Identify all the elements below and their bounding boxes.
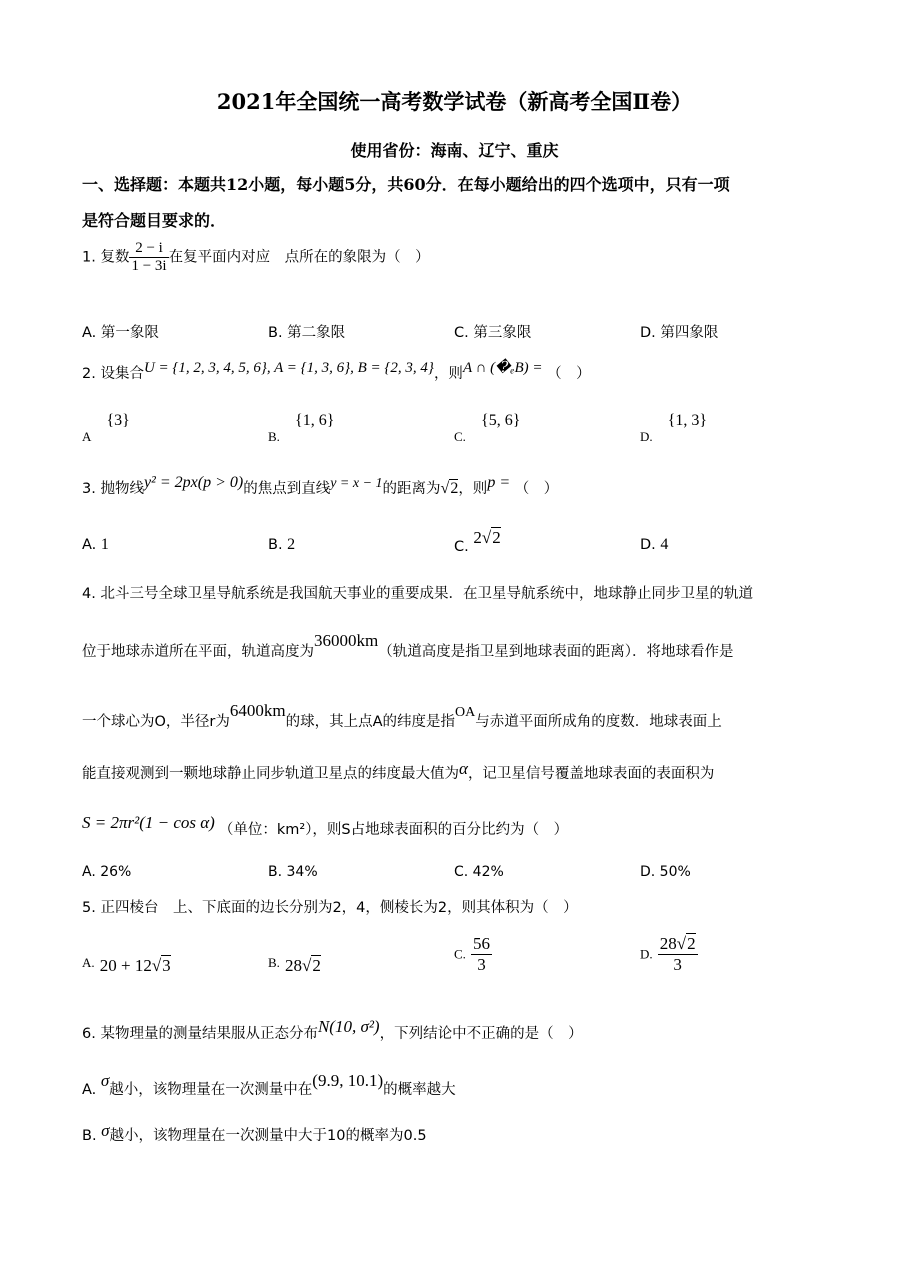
q6-option-b [82, 1121, 427, 1145]
q3-curve: y² = 2px(p > 0) [143, 474, 244, 491]
q2-option-b-label: B. [268, 429, 280, 444]
q5-option-b-coef: 28 [285, 956, 303, 975]
q1-fraction [129, 240, 168, 275]
q1-option-a: A. 第一象限 [82, 325, 159, 341]
q4-option-a: A. 26% [82, 864, 132, 880]
q1-numerator: 2 − i [129, 240, 168, 258]
q1-option-b: B. 第二象限 [268, 325, 346, 341]
q2-suffix: （ ） [547, 366, 591, 382]
q5-option-a-label: A. [82, 955, 95, 970]
q3-prefix: 3. 抛物线 [82, 481, 144, 497]
q3-suffix: （ ） [514, 481, 559, 497]
q4-line2-b: （轨道高度是指卫星到地球表面的距离）．将地球看作是 [378, 644, 734, 660]
q6-option-a-text1: 越小，该物理量在一次测量中在 [109, 1082, 313, 1098]
q4-line3-c: 与赤道平面所成角的度数．地球表面上 [475, 714, 722, 730]
q1-denominator: 1 − 3i [131, 258, 167, 274]
q3-option-b-value: 2 [287, 536, 296, 553]
q5-option-d-num: 28√2 [659, 934, 696, 953]
q6-option-a [82, 1070, 456, 1098]
section-header-line2: 是符合题目要求的． [82, 211, 227, 230]
q2-prefix: 2. 设集合 [82, 366, 144, 382]
q4-line-1: 4. 北斗三号全球卫星导航系统是我国航天事业的重要成果．在卫星导航系统中，地球静止同步卫星的轨道 [82, 586, 753, 602]
q4-line4-b: ，记卫星信号覆盖地球表面的表面积为 [467, 766, 715, 782]
q3-option-d [640, 536, 668, 554]
q2-option-d-value: {1, 3} [667, 412, 708, 429]
q2-option-c-value: {5, 6} [481, 412, 521, 429]
q2-option-d-label: D. [640, 429, 653, 444]
q4-radius: 6400km [229, 701, 286, 720]
q4-height: 36000km [314, 631, 379, 650]
q5-option-c-fraction [471, 934, 492, 975]
q2-mid: ，则 [433, 366, 463, 382]
q3-mid3: ，则 [458, 481, 488, 497]
q3-mid2: 的距离为 [382, 481, 441, 497]
q6-suffix: ，下列结论中不正确的是（ ） [379, 1026, 583, 1042]
q6-option-b-text: 越小，该物理量在一次测量中大于10的概率为0.5 [109, 1128, 427, 1144]
q5-option-b-value: 28√2 [285, 956, 321, 975]
q4-option-c: C. 42% [454, 864, 504, 880]
q4-alpha: α [459, 759, 468, 778]
q3-option-b [268, 536, 295, 554]
q4-line4-a: 能直接观测到一颗地球静止同步轨道卫星点的纬度最大值为 [82, 766, 459, 782]
section-header-line1: 一、选择题：本题共12小题，每小题5分，共60分．在每小题给出的四个选项中，只有一项 [82, 175, 730, 194]
q5-option-c-num: 56 [473, 934, 491, 953]
q3-option-c-value: 2√2 [473, 528, 501, 547]
q5-option-b-label: B. [268, 955, 280, 970]
q2-option-b-value: {1, 6} [295, 412, 335, 429]
page-subtitle: 使用省份：海南、辽宁、重庆 [350, 141, 559, 160]
page-title: 2021年全国统一高考数学试卷（新高考全国Ⅱ卷） [216, 89, 693, 114]
q3-distance: √2 [440, 480, 459, 497]
q4-line3-b: 的球，其上点A的纬度是指 [285, 714, 456, 730]
q2-option-c [454, 410, 521, 444]
q2-sets: U = {1, 2, 3, 4, 5, 6}, A = {1, 3, 6}, B = {2, 3, 4} [143, 360, 434, 376]
q2-option-c-label: C. [454, 429, 466, 444]
q3-option-d-label: D. [640, 537, 656, 553]
q2-option-b [268, 410, 335, 444]
q4-line-3 [82, 700, 722, 730]
q5-option-d-den: 3 [673, 955, 682, 974]
q6-option-a-sigma: σ [100, 1071, 110, 1090]
q2-option-a-label: A [82, 429, 92, 444]
question-1 [82, 240, 430, 275]
q5-option-d-coef: 28 [659, 934, 677, 953]
q4-option-b: B. 34% [268, 864, 318, 880]
q3-distance-radicand: 2 [450, 480, 459, 497]
q3-option-b-label: B. [268, 537, 283, 553]
q5-option-d-label: D. [640, 946, 653, 962]
q6-option-a-text2: 的概率越大 [383, 1082, 456, 1098]
q5-option-d [640, 934, 698, 975]
question-6 [82, 1016, 583, 1042]
q3-option-d-value: 4 [660, 536, 669, 553]
q3-option-c-label: C. [454, 539, 469, 555]
q5-option-a-radicand: 3 [162, 956, 171, 975]
q4-formula: S = 2πr²(1 − cos α) [82, 813, 215, 832]
q3-option-a [82, 536, 109, 554]
q5-option-d-radicand: 2 [687, 934, 696, 953]
q4-line-5 [82, 812, 569, 838]
q6-option-b-sigma: σ [101, 1121, 110, 1140]
q5-option-c-label: C. [454, 946, 466, 962]
q5-option-a-value: 20 + 12√3 [99, 956, 171, 975]
q3-option-c [454, 528, 501, 555]
q3-line: y = x − 1 [330, 476, 383, 491]
q4-unit: km² [276, 822, 306, 838]
q5-text: 5. 正四棱台 上、下底面的边长分别为2，4，侧棱长为2，则其体积为（ ） [82, 900, 578, 916]
q6-option-a-interval: (9.9, 10.1) [312, 1071, 384, 1090]
q4-line5-a: （单位： [218, 822, 277, 838]
question-3 [82, 474, 559, 498]
q2-option-d [640, 410, 708, 444]
q5-option-c [454, 934, 492, 975]
q5-option-d-fraction [658, 934, 698, 975]
q3-option-c-coef: 2 [473, 528, 482, 547]
q3-option-a-value: 1 [100, 536, 109, 553]
q1-option-c: C. 第三象限 [454, 325, 532, 341]
q4-option-d: D. 50% [640, 864, 691, 880]
q4-line2-a: 位于地球赤道所在平面，轨道高度为 [82, 644, 314, 660]
q6-option-b-label: B. [82, 1128, 97, 1144]
question-2 [82, 362, 591, 383]
q1-option-d: D. 第四象限 [640, 325, 719, 341]
q5-option-a [82, 952, 171, 975]
q5-option-c-den: 3 [477, 955, 486, 974]
q6-distribution: N(10, σ²) [317, 1017, 380, 1036]
q2-option-a [82, 410, 130, 444]
q6-prefix: 6. 某物理量的测量结果服从正态分布 [82, 1026, 318, 1042]
q5-option-a-expr: 20 + 12 [99, 956, 152, 975]
q2-option-a-value: {3} [106, 412, 130, 429]
q1-suffix: 在复平面内对应 点所在的象限为（ ） [168, 249, 430, 266]
q4-oa: OA [455, 705, 476, 720]
q1-prefix: 1. 复数 [82, 249, 130, 266]
q3-option-a-label: A. [82, 537, 97, 553]
q5-option-b-radicand: 2 [312, 956, 321, 975]
q4-line-4 [82, 758, 715, 782]
q4-line3-a: 一个球心为O，半径r为 [82, 714, 230, 730]
q3-mid1: 的焦点到直线 [243, 481, 331, 497]
q4-line5-b: ），则S占地球表面积的百分比约为（ ） [305, 822, 569, 838]
q4-line-2 [82, 630, 734, 660]
q2-expression: A ∩ (�ₑB) = [462, 360, 543, 376]
q6-option-a-label: A. [82, 1082, 97, 1098]
q5-option-b [268, 952, 321, 975]
q3-p: p = [487, 474, 511, 491]
q3-option-c-radicand: 2 [492, 528, 501, 547]
